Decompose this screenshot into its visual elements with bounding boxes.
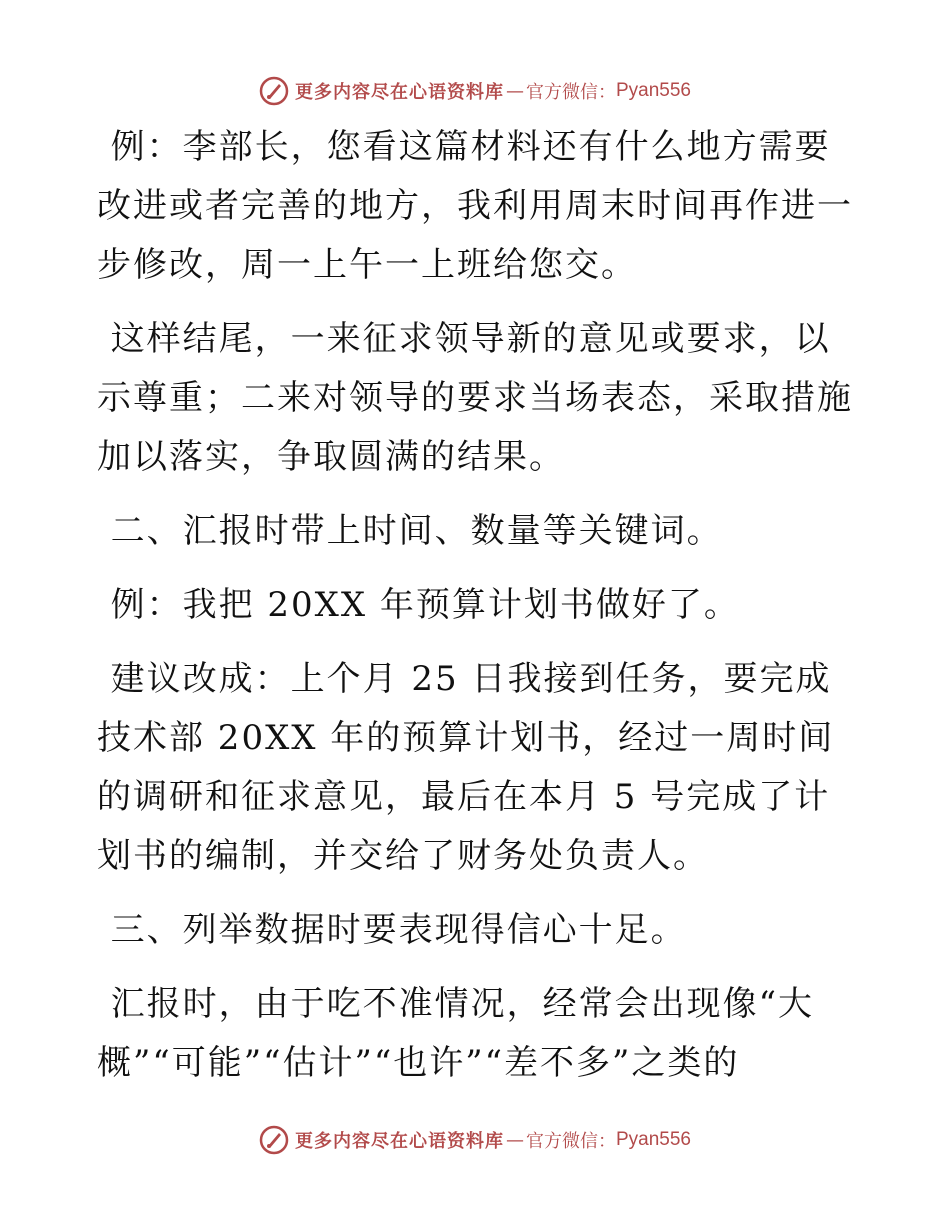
watermark-label: 官方微信：	[525, 82, 616, 103]
section-heading: 三、列举数据时要表现得信心十足。	[110, 910, 687, 950]
quill-seal-icon	[259, 1125, 289, 1155]
watermark-id: Pyan556	[615, 80, 691, 101]
watermark-label: 官方微信：	[525, 1131, 616, 1152]
watermark-separator: —	[505, 80, 524, 102]
paragraph: 建议改成：上个月 25 日我接到任务，要完成技术部 20XX 年的预算计划书，经过一周时间的调研和征求意见，最后在本月 5 号完成了计划书的编制，并交给了财务处负责人。	[97, 659, 835, 876]
quill-seal-icon	[259, 76, 289, 106]
watermark-text: 更多内容尽在心语资料库	[294, 82, 504, 103]
watermark-separator: —	[505, 1129, 524, 1151]
paragraph: 这样结尾，一来征求领导新的意见或要求，以示尊重；二来对领导的要求当场表态，采取措施加以落实，争取圆满的结果。	[97, 319, 853, 477]
paragraph: 例：我把 20XX 年预算计划书做好了。	[110, 585, 740, 625]
header-watermark	[0, 71, 950, 111]
paragraph: 例：李部长，您看这篇材料还有什么地方需要改进或者完善的地方，我利用周末时间再作进一步修改，周一上午一上班给您交。	[97, 127, 853, 285]
section-heading: 二、汇报时带上时间、数量等关键词。	[110, 511, 723, 551]
watermark-text: 更多内容尽在心语资料库	[294, 1131, 504, 1152]
footer-watermark	[0, 1120, 950, 1160]
document-body	[97, 118, 857, 1108]
paragraph: 汇报时，由于吃不准情况，经常会出现像“大概”“可能”“估计”“也许”“差不多”之类的	[97, 984, 814, 1083]
watermark-id: Pyan556	[615, 1129, 691, 1150]
